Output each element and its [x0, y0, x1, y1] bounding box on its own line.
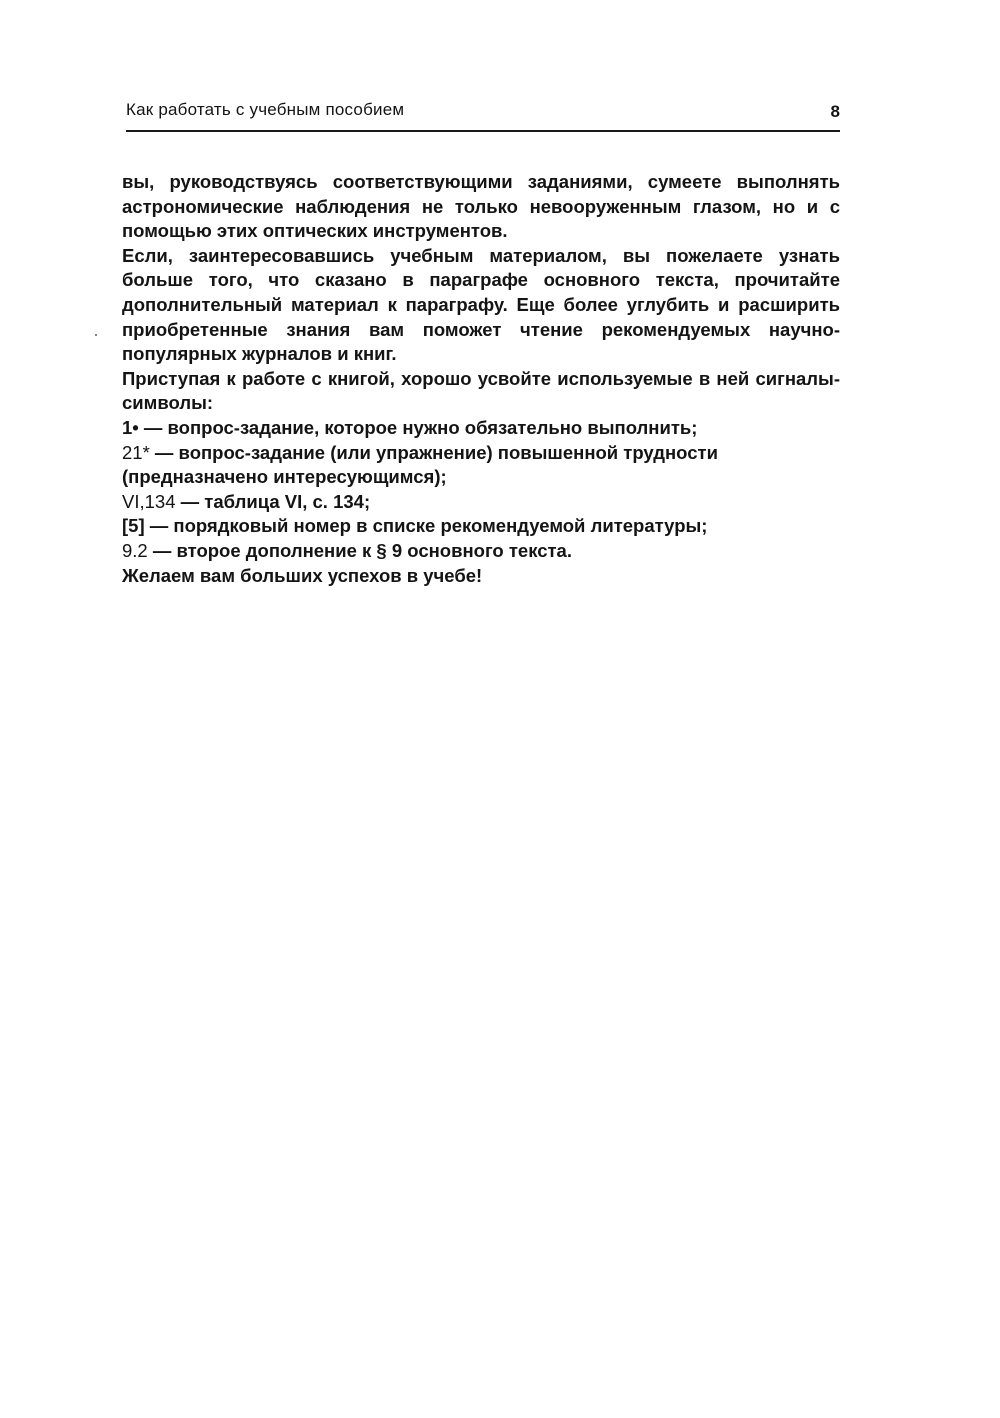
legend-item [122, 416, 840, 441]
body-text [122, 170, 840, 588]
legend-description: — таблица VI, с. 134; [175, 490, 371, 512]
legend-symbol: VI,134 [122, 490, 176, 512]
legend-item [122, 539, 840, 564]
legend-description: — вопрос-задание, которое нужно обязательно выполнить; [138, 416, 698, 438]
legend-symbol: [5] [122, 515, 145, 537]
legend-description: — порядковый номер в списке рекомендуемой литературы; [144, 515, 708, 537]
scan-speck [95, 334, 97, 336]
paragraph-symbols-intro: Приступая к работе с книгой, хорошо усвойте используемые в ней сигналы-символы: [122, 367, 840, 414]
closing-wish: Желаем вам больших успехов в учебе! [122, 564, 483, 586]
legend-symbol: 1• [122, 416, 139, 438]
running-head-title: Как работать с учебным пособием [126, 100, 405, 119]
legend-description: — вопрос-задание (или упражнение) повышенной трудности (предназначено интересующимся); [122, 441, 718, 488]
page-number: 8 [830, 102, 840, 121]
legend-symbol: 21* [122, 441, 150, 463]
legend-symbol: 9.2 [122, 539, 148, 561]
paragraph-continuation: вы, руководствуясь соответствующими заданиями, сумеете выполнять астрономические наблюдения не только невооруженным глазом, но и с помощью этих оптических инструментов. [122, 171, 840, 242]
legend-description: — второе дополнение к § 9 основного текста. [147, 539, 572, 561]
running-head [126, 100, 840, 132]
legend-item [122, 490, 840, 515]
legend-item [122, 514, 840, 539]
legend-item [122, 441, 840, 490]
paragraph-additional-material: Если, заинтересовавшись учебным материалом, вы пожелаете узнать больше того, что сказано в параграфе основного текста, прочитайте дополнительный материал к параграфу. Еще более углубить и расширить приобретенные знания вам поможет чтение рекомендуемых научно-популярных журналов и книг. [122, 244, 840, 365]
